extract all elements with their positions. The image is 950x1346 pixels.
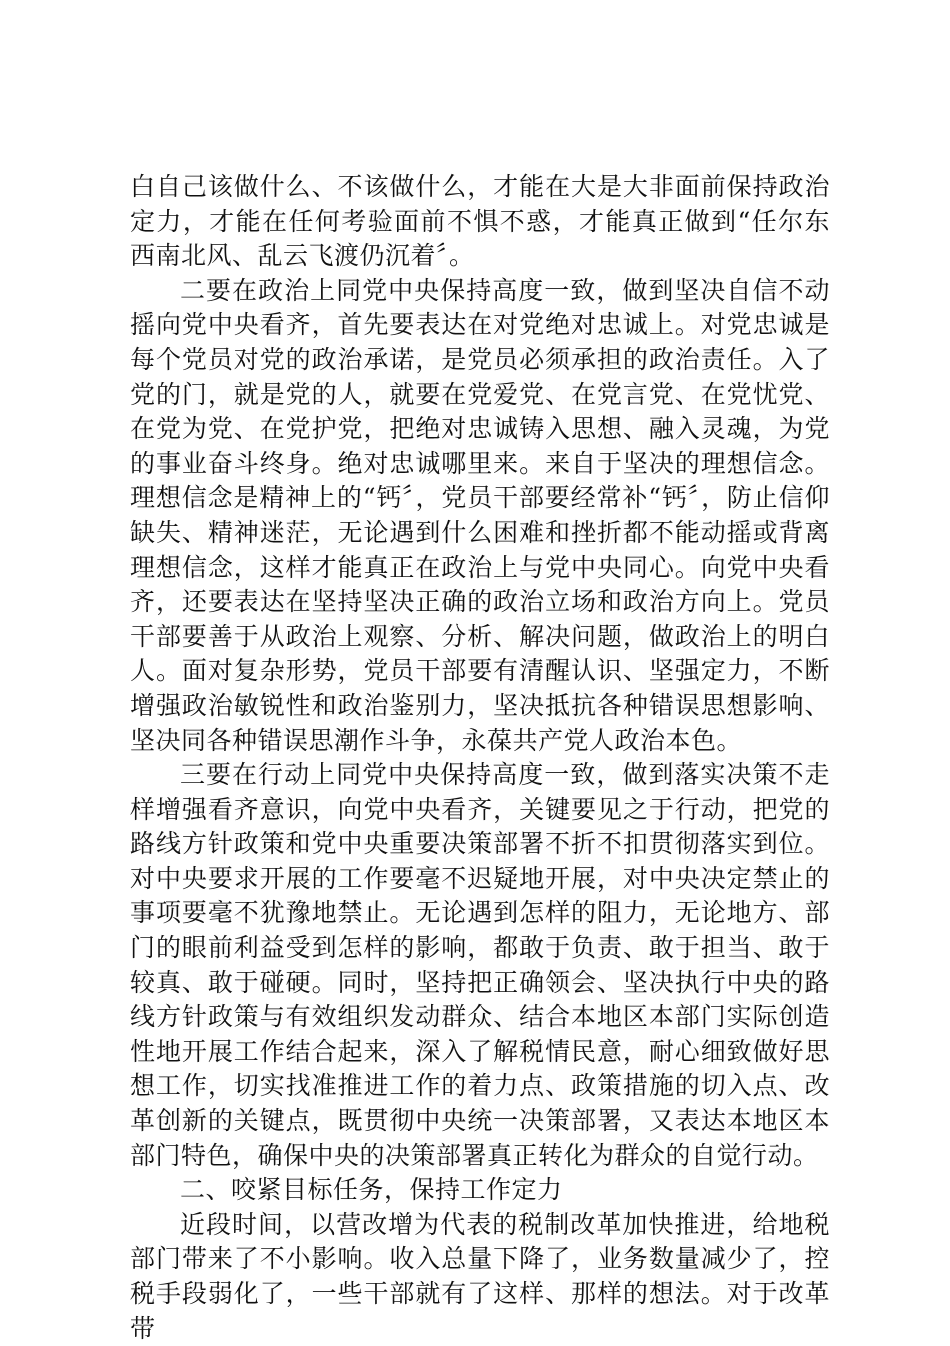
paragraph-action-alignment: 三要在行动上同党中央保持高度一致，做到落实决策不走样增强看齐意识，向党中央看齐，关键要见之于行动，把党的路线方针政策和党中央重要决策部署不折不扣贯彻落实到位。对中央要求开展的工作要毫不迟疑地开展，对中央决定禁止的事项要毫不犹豫地禁止。无论遇到怎样的阻力，无论地方、部门的眼前利益受到怎样的影响，都敢于负责、敢于担当、敢于较真、敢于碰硬。同时，坚持把正确领会、坚决执行中央的路线方针政策与有效组织发动群众、结合本地区本部门实际创造性地开展工作结合起来，深入了解税情民意，耐心细致做好思想工作，切实找准推进工作的着力点、政策措施的切入点、改革创新的关键点，既贯彻中央统一决策部署，又表达本地区本部门特色，确保中央的决策部署真正转化为群众的自觉行动。: [130, 760, 830, 1170]
section-heading: 二、咬紧目标任务，保持工作定力: [180, 1175, 563, 1205]
paragraph-political-alignment: 二要在政治上同党中央保持高度一致，做到坚决自信不动摇向党中央看齐，首先要表达在对党绝对忠诚上。对党忠诚是每个党员对党的政治承诺，是党员必须承担的政治责任。入了党的门，就是党的人，就要在党爱党、在党言党、在党忧党、在党为党、在党护党，把绝对忠诚铸入思想、融入灵魂，为党的事业奋斗终身。绝对忠诚哪里来。来自于坚决的理想信念。理想信念是精神上的“钙〞，党员干部要经常补“钙〞，防止信仰缺失、精神迷茫，无论遇到什么困难和挫折都不能动摇或背离理想信念，这样才能真正在政治上与党中央同心。向党中央看齐，还要表达在坚持坚决正确的政治立场和政治方向上。党员干部要善于从政治上观察、分析、解决问题，做政治上的明白人。面对复杂形势，党员干部要有清醒认识、坚强定力，不断增强政治敏锐性和政治鉴别力，坚决抵抗各种错误思想影响、坚决同各种错误思潮作斗争，永葆共产党人政治本色。: [130, 275, 830, 755]
body-text: [130, 170, 830, 1346]
paragraph-tax-reform: 近段时间，以营改增为代表的税制改革加快推进，给地税部门带来了不小影响。收入总量下降了，业务数量减少了，控税手段弱化了，一些干部就有了这样、那样的想法。对于改革带: [130, 1209, 830, 1343]
paragraph-continuation: 白自己该做什么、不该做什么，才能在大是大非面前保持政治定力，才能在任何考验面前不惧不惑，才能真正做到“任尔东西南北风、乱云飞渡仍沉着〞。: [130, 172, 830, 271]
